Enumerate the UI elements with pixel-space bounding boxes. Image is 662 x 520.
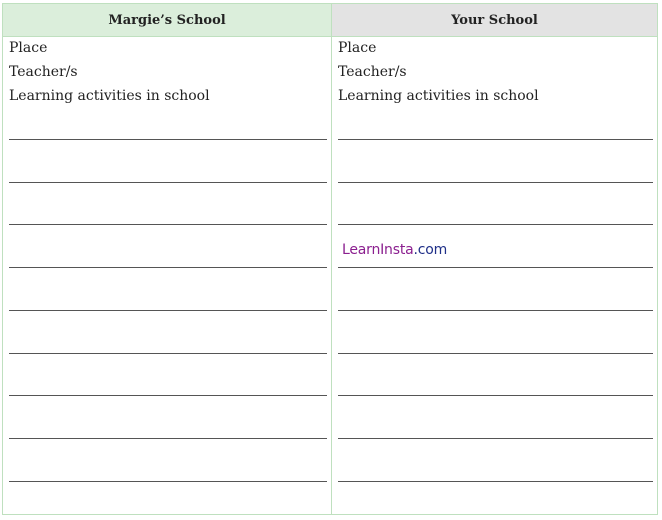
answer-line[interactable]: [338, 267, 653, 268]
answer-line[interactable]: [338, 395, 653, 396]
watermark-domain: .com: [413, 242, 448, 258]
answer-line[interactable]: [338, 353, 653, 354]
comparison-table: [2, 3, 658, 515]
answer-line[interactable]: [9, 395, 327, 396]
answer-line[interactable]: [9, 267, 327, 268]
answer-line[interactable]: [338, 139, 653, 140]
answer-line[interactable]: [338, 438, 653, 439]
answer-line[interactable]: [9, 224, 327, 225]
column-header-your-school: Your School: [332, 4, 657, 37]
answer-line[interactable]: [9, 353, 327, 354]
field-teachers-label: Teacher/s: [9, 64, 78, 80]
field-teachers-label: Teacher/s: [338, 64, 407, 80]
field-learning-activities-label: Learning activities in school: [9, 88, 210, 104]
column-header-margies-school: Margie’s School: [3, 4, 331, 37]
learninsta-watermark: [342, 242, 447, 258]
answer-line[interactable]: [9, 182, 327, 183]
answer-line[interactable]: [9, 139, 327, 140]
column-your-school: [332, 4, 657, 514]
answer-line[interactable]: [338, 182, 653, 183]
answer-line[interactable]: [338, 481, 653, 482]
answer-line[interactable]: [9, 481, 327, 482]
watermark-brand: LearnInsta: [342, 242, 414, 258]
field-learning-activities-label: Learning activities in school: [338, 88, 539, 104]
field-place-label: Place: [338, 40, 377, 56]
answer-line[interactable]: [338, 310, 653, 311]
field-place-label: Place: [9, 40, 48, 56]
answer-line[interactable]: [9, 438, 327, 439]
column-margies-school: [3, 4, 332, 514]
answer-line[interactable]: [9, 310, 327, 311]
answer-line[interactable]: [338, 224, 653, 225]
